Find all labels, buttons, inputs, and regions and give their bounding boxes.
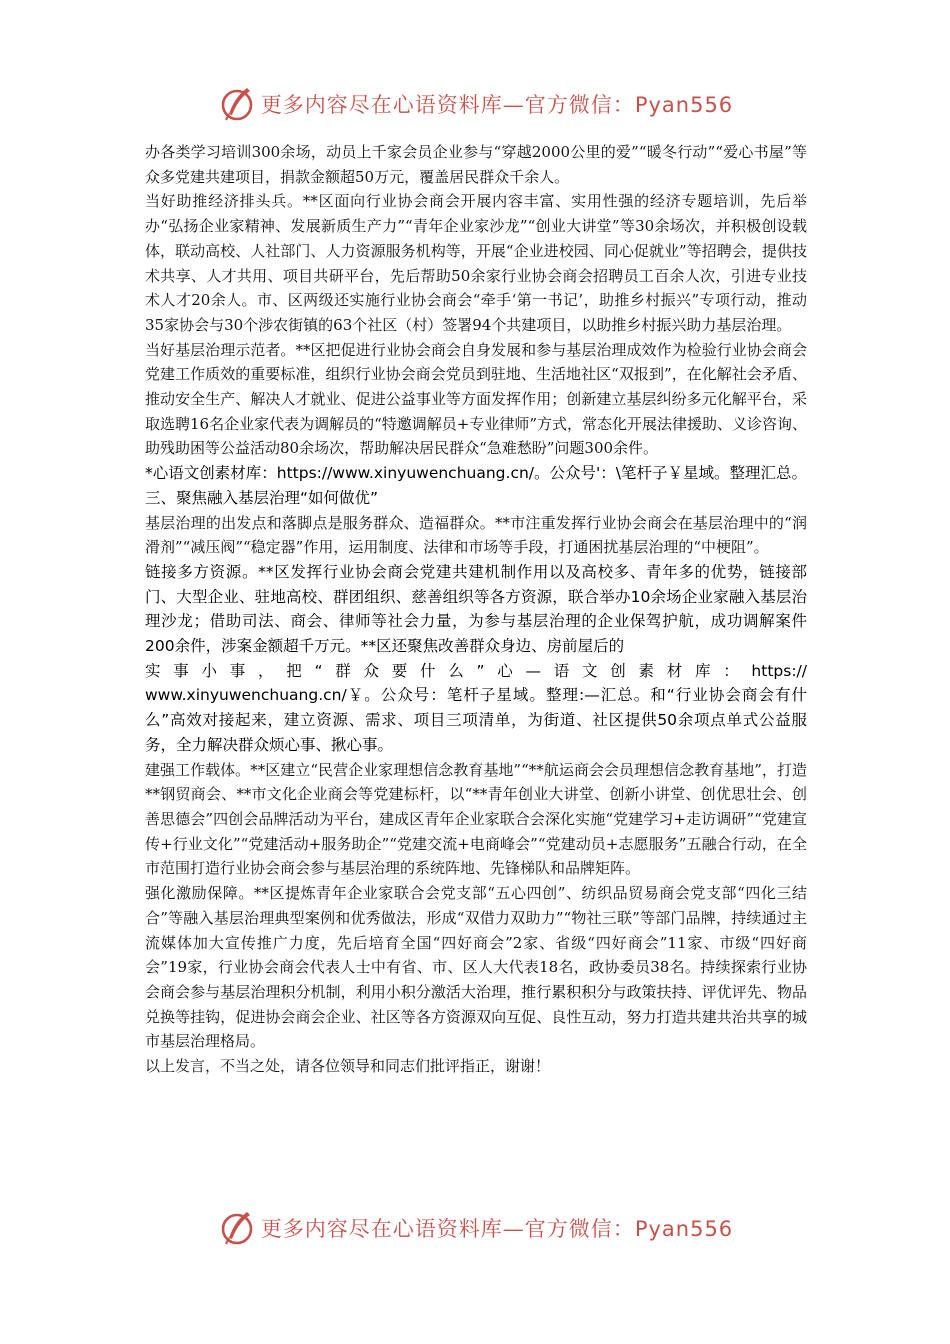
paragraph-7: 建强工作载体。**区建立“民营企业家理想信念教育基地”“**航运商会会员理想信念教育基地”，打造**钢贸商会、**市文化企业商会等党建标杆，以“**青年创业大讲堂、创新小讲堂、创优思壮会、创善思德会”四创会品牌活动为平台，建成区青年企业家联合会深化实施“党建学习+走访调研”“党建宣传+行业文化”“党建活动+服务助企”“党建交流+电商峰会”“党建动员+志愿服务”五融合行动，在全市范围打造行业协会商会参与基层治理的系统阵地、先锋梯队和品牌矩阵。 (145, 760, 807, 878)
paragraph-1: 办各类学习培训300余场，动员上千家会员企业参与“穿越2000公里的爱”“暖冬行动”“爱心书屋”等众多党建共建项目，捐款金额超50万元，覆盖居民群众千余人。 (145, 143, 807, 186)
banner-text (261, 89, 733, 119)
paragraph-8: 强化激励保障。**区提炼青年企业家联合会党支部“五心四创”、纺织品贸易商会党支部“四化三结合”等融入基层治理典型案例和优秀做法，形成“双借力双助力”“物社三联”等部门品牌，持续通过主流媒体加大宣传推广力度，先后培育全国“四好商会”2家、省级“四好商会”11家、市级“四好商会”19家，行业协会商会代表人士中有省、市、区人大代表18名，政协委员38名。持续探索行业协会商会参与基层治理积分机制，利用小积分激活大治理，推行累积积分与政策扶持、评优评先、物品兑换等挂钩，促进协会商会企业、社区等各方资源双向互促、良性互动，努力打造共建共治共享的城市基层治理格局。 (145, 884, 807, 1051)
paragraph-3: 当好基层治理示范者。**区把促进行业协会商会自身发展和参与基层治理成效作为检验行业协会商会党建工作质效的重要标准，组织行业协会商会党员到驻地、生活地社区“双报到”，在化解社会矛盾、推动安全生产、解决人才就业、促进公益事业等方面发挥作用；创新建立基层纠纷多元化解平台，采取选聘16名企业家代表为调解员的“特邀调解员+专业律师”方式，常态化开展法律援助、义诊咨询、助残助困等公益活动80余场次，帮助解决居民群众“急难愁盼”问题300余件。 (145, 340, 807, 458)
banner-label: 更多内容尽在心语资料库—官方微信： (260, 1217, 635, 1241)
banner-handle: Pyan556 (634, 93, 734, 117)
quill-logo-icon (217, 84, 257, 124)
paragraph-6c: www.xinyuwenchuang.cn/￥。公众号：笔杆子星域。整理:—汇总。和“行业协会商会有什么”高效对接起来，建立资源、需求、项目三项清单，为街道、社区提供50余项点单式公益服务，全力解决群众烦心事、揪心事。 (145, 686, 807, 754)
paragraph-6b: 实事小事，把“群众要什么”心—语文创素材库：https:// (145, 661, 807, 680)
banner-text (261, 1213, 733, 1243)
paragraph-9: 以上发言，不当之处，请各位领导和同志们批评指正，谢谢！ (145, 1057, 551, 1076)
paragraph-5: 基层治理的出发点和落脚点是服务群众、造福群众。**市注重发挥行业协会商会在基层治理中的“润滑剂”“减压阀”“稳定器”作用，运用制度、法律和市场等手段，打通困扰基层治理的“中梗阻”。 (145, 513, 807, 557)
paragraph-4-section-heading: *心语文创素材库：https://www.xinyuwenchuang.cn/。公众号'：\笔杆子￥星域。整理汇总。三、聚焦融入基层治理“如何做优” (145, 464, 807, 507)
banner-handle: Pyan556 (634, 1217, 734, 1241)
footer-banner (0, 1206, 950, 1250)
paragraph-6a: 链接多方资源。**区发挥行业协会商会党建共建机制作用以及高校多、青年多的优势，链接部门、大型企业、驻地高校、群团组织、慈善组织等各方资源，联合举办10余场企业家融入基层治理沙龙；借助司法、商会、律师等社会力量，为参与基层治理的企业保驾护航，成功调解案件200余件，涉案金额超千万元。**区还聚焦改善群众身边、房前屋后的 (145, 562, 807, 656)
document-body (145, 140, 807, 1079)
paragraph-2: 当好助推经济排头兵。**区面向行业协会商会开展内容丰富、实用性强的经济专题培训，先后举办“弘扬企业家精神、发展新质生产力”“青年企业家沙龙”“创业大讲堂”等30余场次，并积极创设载体，联动高校、人社部门、人力资源服务机构等，开展“企业进校园、同心促就业”等招聘会，提供技术共享、人才共用、项目共研平台，先后帮助50余家行业协会商会招聘员工百余人次，引进专业技术人才20余人。市、区两级还实施行业协会商会“牵手‘第一书记’，助推乡村振兴”专项行动，推动35家协会与30个涉农街镇的63个社区（村）签署94个共建项目，以助推乡村振兴助力基层治理。 (145, 192, 807, 334)
quill-logo-icon (217, 1208, 257, 1248)
header-banner (0, 82, 950, 126)
banner-label: 更多内容尽在心语资料库—官方微信： (260, 93, 635, 117)
